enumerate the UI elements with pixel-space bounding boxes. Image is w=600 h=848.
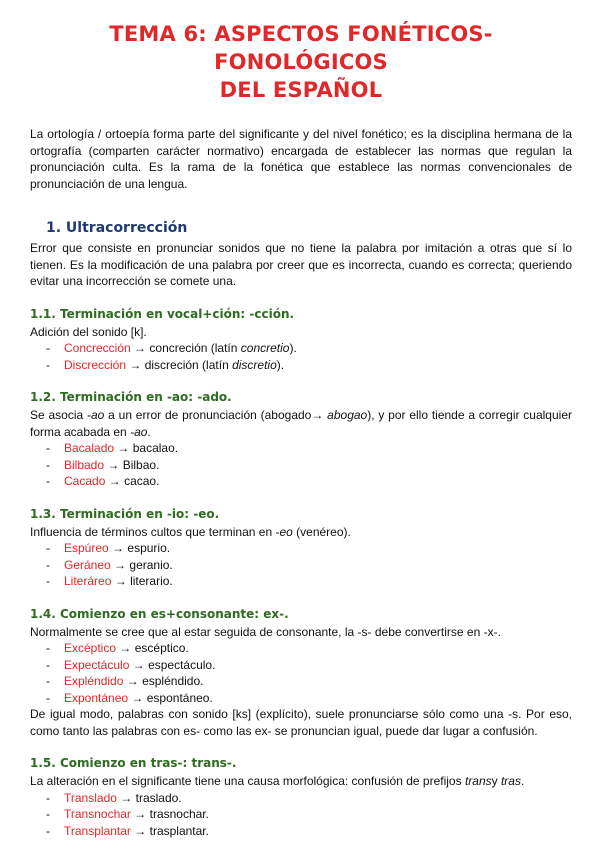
subsection-1-2 [30,389,572,490]
list-dash: - [46,441,50,455]
incorrect-word: Discrección [64,357,127,372]
arrow-icon: → [131,690,144,705]
section-heading-ultracorreccion: 1. Ultracorrección [46,220,188,236]
text-part: . [147,424,151,439]
incorrect-word: Cacado [64,474,106,488]
list-item [30,657,572,674]
list-item [30,457,572,474]
correct-word: trasnochar. [149,807,209,821]
list-dash: - [46,457,50,472]
incorrect-word: Expectáculo [64,657,130,672]
list-dash: - [46,807,50,821]
incorrect-word: Geráneo [64,557,111,572]
page-title [30,20,572,104]
subsection-text: Normalmente se cree que al estar seguida de consonante, la -s- debe convertirse en -x-. [30,624,501,639]
correct-word: espurio. [127,541,171,555]
list-dash: - [46,574,50,588]
arrow-icon: → [112,541,125,555]
correct-word: discreción (latín [144,357,233,372]
document-page [30,20,572,839]
example-list [30,790,572,840]
incorrect-word: Bacalado [64,441,115,455]
correct-word: cacao. [124,474,160,488]
arrow-icon: → [117,441,130,455]
list-item [30,540,572,557]
text-italic: -ao [130,424,148,439]
arrow-icon: → [107,457,120,472]
intro-paragraph: La ortología / ortoepía forma parte del significante y del nivel fonético; es la disciplina hermana de la ortografía (comparten carácter normativo) encargada de establecer las normas que regulan la pronunciación culta. Es la rama de la fonética que establece las normas convencionales de pronunciación de una lengua. [30,127,572,191]
arrow-icon: → [120,790,133,805]
list-item [30,340,572,357]
list-item [30,806,572,823]
subsection-heading: 1.5. Comienzo en tras-: trans-. [30,756,237,770]
text-part: . [520,774,525,788]
list-dash: - [46,474,50,488]
arrow-icon: → [108,474,121,488]
arrow-icon: → [114,574,127,588]
etymology: concretio [240,341,290,355]
incorrect-word: Concrección [64,341,131,355]
text-italic: trans [464,774,492,788]
arrow-icon: → [134,807,147,821]
subsection-text [30,773,572,790]
text-italic: abogao [327,408,368,422]
subsection-1-5 [30,755,572,839]
text-part: Se asocia [30,408,87,422]
incorrect-word: Expontáneo [64,690,129,705]
text-part: ), y por ello tiende a corregir cualquier forma acabada en [30,408,572,439]
incorrect-word: Literáreo [64,574,112,588]
correct-word: espléndido. [142,674,204,688]
arrow-icon: → [119,641,132,655]
list-item [30,357,572,374]
list-item [30,790,572,807]
arrow-icon: → [126,674,139,688]
subsection-1-1 [30,306,572,374]
subsection-heading: 1.2. Terminación en -ao: -ado. [30,390,232,404]
arrow-icon: → [129,357,142,372]
text-italic: tras [500,774,521,788]
list-dash: - [46,823,50,838]
correct-word: espontáneo. [146,690,213,705]
subsection-heading: 1.3. Terminación en -io: -eo. [30,506,220,521]
correct-word: literario. [130,574,173,588]
incorrect-word: Transnochar [64,807,131,821]
incorrect-word: Translado [64,790,117,805]
example-list [30,540,572,590]
subsection-text: Adición del sonido [k]. [30,324,147,339]
closing: ). [289,341,297,355]
list-item [30,690,572,707]
correct-word: geranio. [129,557,173,572]
list-dash: - [46,674,50,688]
note-paragraph: De igual modo, palabras con sonido [ks] (explícito), suele pronunciarse sólo como una -s. Por eso, como tanto las palabras con es- como las ex- se pronuncian igual, puede dar lugar a confusión. [30,707,572,738]
correct-word: concreción (latín [149,341,241,355]
text-part: y [491,774,501,788]
example-list [30,440,572,490]
text-part: La alteración en el significante tiene una causa morfológica: confusión de prefijos [30,774,465,788]
list-item [30,440,572,457]
list-dash: - [46,541,50,555]
title-line-1: TEMA 6: ASPECTOS FONÉTICOS-FONOLÓGICOS [109,22,493,74]
example-list [30,340,572,373]
subsection-heading: 1.4. Comienzo en es+consonante: ex-. [30,606,289,621]
text-italic: eo [279,524,293,539]
list-dash: - [46,790,50,805]
list-item [30,823,572,840]
list-item [30,573,572,590]
text-part: (venéreo). [292,524,351,539]
subsection-1-4 [30,606,572,740]
list-dash: - [46,557,50,572]
list-dash: - [46,657,50,672]
list-dash: - [46,341,50,355]
correct-word: trasplantar. [149,823,209,838]
subsection-heading: 1.1. Terminación en vocal+ción: -cción. [30,306,295,321]
list-dash: - [46,641,50,655]
correct-word: bacalao. [132,441,179,455]
correct-word: Bilbao. [122,457,160,472]
text-part: a un error de pronunciación (abogado→ [104,408,328,422]
list-item [30,473,572,490]
example-list [30,640,572,706]
section-paragraph: Error que consiste en pronunciar sonidos que no tiene la palabra por imitación a otras que sí lo tienen. Es la modificación de una palabra por creer que es incorrecta, cuando es correcta; queriendo evitar una incorrección se comete una. [30,241,572,288]
subsection-1-3 [30,506,572,590]
correct-word: escéptico. [134,641,189,655]
correct-word: espectáculo. [148,657,216,672]
list-item [30,557,572,574]
subsection-text [30,524,572,541]
arrow-icon: → [134,341,147,355]
list-dash: - [46,690,50,705]
subsection-text [30,407,572,440]
closing: ). [276,357,285,372]
etymology: discretio [232,357,277,372]
title-line-2: DEL ESPAÑOL [219,78,383,102]
list-item [30,640,572,657]
arrow-icon: → [132,657,145,672]
text-part: Influencia de términos cultos que terminan en - [30,524,280,539]
text-italic: -ao [87,408,105,422]
correct-word: traslado. [135,790,182,805]
incorrect-word: Excéptico [64,641,117,655]
arrow-icon: → [114,557,127,572]
arrow-icon: → [134,823,147,838]
incorrect-word: Bilbado [64,457,105,472]
list-dash: - [46,357,50,372]
incorrect-word: Transplantar [64,823,131,838]
list-item [30,673,572,690]
incorrect-word: Expléndido [64,674,124,688]
incorrect-word: Espúreo [64,541,109,555]
